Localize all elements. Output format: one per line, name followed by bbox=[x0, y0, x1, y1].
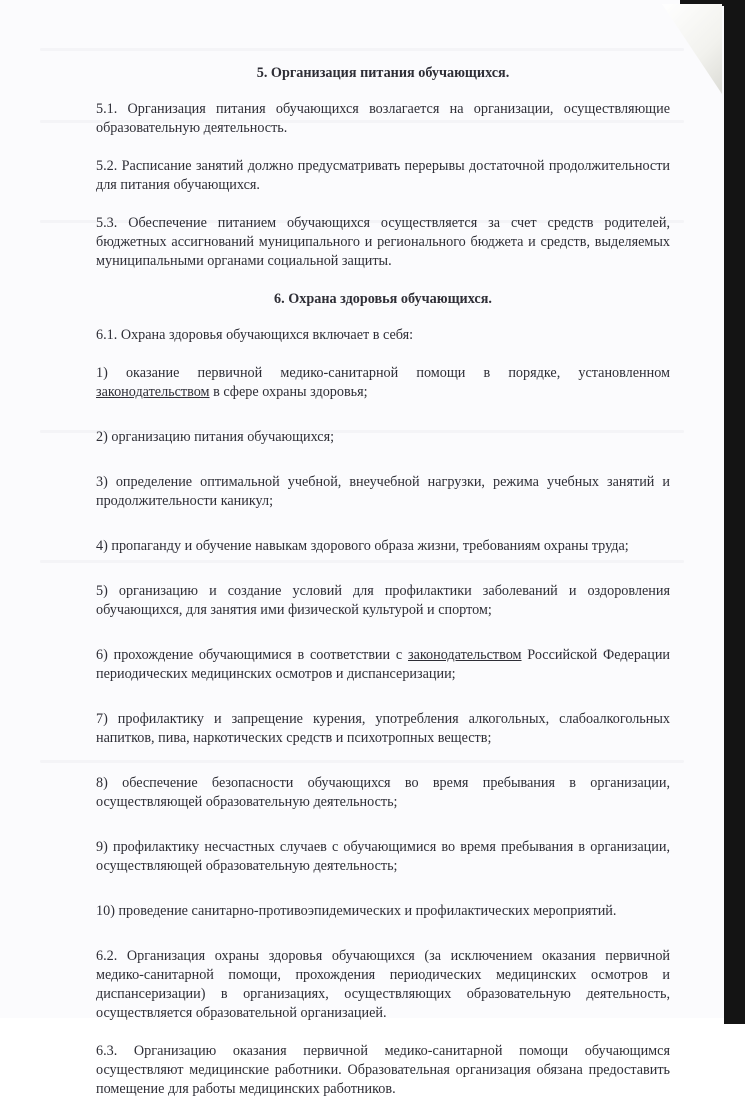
paragraph-6-2: 6.2. Организация охраны здоровья обучающихся (за исключением оказания первичной медико-санитарной помощи, прохождения периодических медицинских осмотров и диспансеризации) в организациях, осуществляющих образовательную деятельность, осуществляется образовательной организацией. bbox=[96, 948, 670, 1021]
list-item-9: 9) профилактику несчастных случаев с обучающимися во время пребывания в организации, осуществляющей образовательную деятельность; bbox=[96, 839, 670, 874]
list-item-text: 1) оказание первичной медико-санитарной помощи в порядке, установленном bbox=[96, 365, 670, 381]
legislation-link[interactable]: законодательством bbox=[407, 647, 522, 663]
scanner-edge-right bbox=[724, 0, 745, 1024]
list-item-7: 7) профилактику и запрещение курения, употребления алкогольных, слабоалкогольных напитков, пива, наркотических средств и психотропных веществ; bbox=[96, 711, 670, 746]
list-item-1 bbox=[96, 364, 670, 402]
paragraph-5-2: 5.2. Расписание занятий должно предусматривать перерывы достаточной продолжительности для питания обучающихся. bbox=[96, 158, 670, 193]
section-6-heading: 6. Охрана здоровья обучающихся. bbox=[274, 291, 492, 307]
list-item-2: 2) организацию питания обучающихся; bbox=[96, 429, 335, 445]
document-body bbox=[96, 64, 670, 1118]
list-item-4: 4) пропаганду и обучение навыкам здорового образа жизни, требованиям охраны труда; bbox=[96, 538, 629, 554]
list-item-text: Российской Федерации периодических медицинских осмотров и диспансеризации; bbox=[96, 647, 671, 682]
list-item-3: 3) определение оптимальной учебной, внеучебной нагрузки, режима учебных занятий и продолжительности каникул; bbox=[96, 474, 670, 509]
paragraph-6-1: 6.1. Охрана здоровья обучающихся включает в себя: bbox=[96, 327, 414, 343]
list-item-8: 8) обеспечение безопасности обучающихся во время пребывания в организации, осуществляющей образовательную деятельность; bbox=[96, 775, 670, 810]
list-item-6 bbox=[96, 646, 670, 684]
list-item-10: 10) проведение санитарно-противоэпидемических и профилактических мероприятий. bbox=[96, 903, 617, 919]
list-item-text: 6) прохождение обучающимися в соответствии с bbox=[96, 647, 408, 663]
paragraph-5-1: 5.1. Организация питания обучающихся возлагается на организации, осуществляющие образовательную деятельность. bbox=[96, 101, 670, 136]
paragraph-6-3: 6.3. Организацию оказания первичной медико-санитарной помощи обучающимся осуществляют медицинские работники. Образовательная организация обязана предоставить помещение для работы медицинских работников. bbox=[96, 1043, 670, 1097]
list-item-text: в сфере охраны здоровья; bbox=[209, 384, 368, 400]
paragraph-5-3: 5.3. Обеспечение питанием обучающихся осуществляется за счет средств родителей, бюджетных ассигнований муниципального и регионального бюджета и средств, выделяемых муниципальными органами социальной защиты. bbox=[96, 215, 670, 269]
section-5-heading: 5. Организация питания обучающихся. bbox=[256, 65, 510, 81]
bleed-through-line bbox=[40, 48, 684, 51]
legislation-link[interactable]: законодательством bbox=[96, 384, 210, 400]
list-item-5: 5) организацию и создание условий для профилактики заболеваний и оздоровления обучающихся, для занятия ими физической культурой и спортом; bbox=[96, 583, 670, 618]
